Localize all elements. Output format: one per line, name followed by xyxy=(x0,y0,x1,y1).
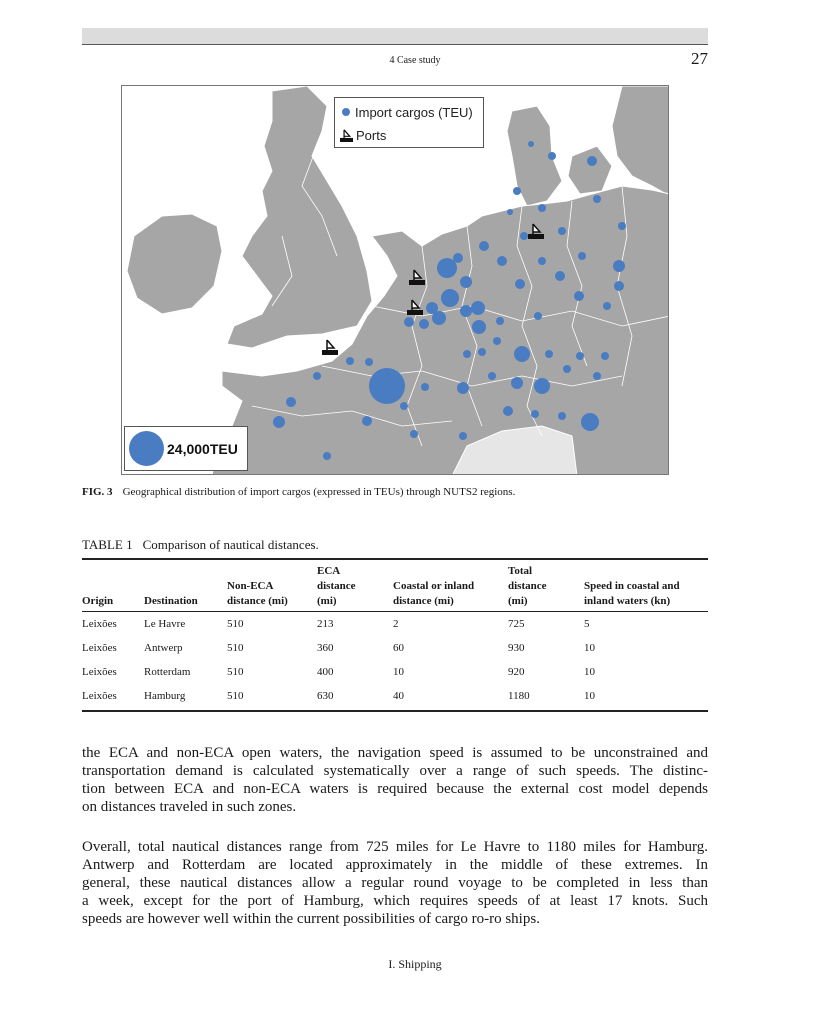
scale-label: 24,000TEU xyxy=(167,441,238,457)
cargo-dot xyxy=(574,291,584,301)
body-paragraph-1 xyxy=(82,744,708,816)
cargo-dot xyxy=(463,350,471,358)
cargo-dot xyxy=(273,416,285,428)
col-header-total-line2: distance xyxy=(508,580,547,592)
table-cell: 60 xyxy=(393,642,404,654)
land-ireland xyxy=(127,214,222,314)
cargo-dot xyxy=(497,256,507,266)
cargo-dot xyxy=(563,365,571,373)
col-header-speed-line1: Speed in coastal and xyxy=(584,580,680,592)
cargo-dot xyxy=(460,276,472,288)
cargo-dot xyxy=(496,317,504,325)
cargo-dot xyxy=(528,141,534,147)
footer-section: I. Shipping xyxy=(388,957,442,971)
cargo-dot xyxy=(426,302,438,314)
table-cell: Antwerp xyxy=(144,642,183,654)
cargo-dot xyxy=(459,432,467,440)
cargo-dot xyxy=(511,377,523,389)
cargo-dot xyxy=(531,410,539,418)
table-cell: 10 xyxy=(393,666,404,678)
cargo-dot xyxy=(472,320,486,334)
page-number: 27 xyxy=(691,49,708,68)
cargo-dot xyxy=(558,227,566,235)
table-caption-label: TABLE 1 xyxy=(82,537,133,552)
cargo-dot xyxy=(488,372,496,380)
cargo-dot xyxy=(601,352,609,360)
col-header-destination: Destination xyxy=(144,595,198,607)
cargo-dot xyxy=(581,413,599,431)
cargo-dot xyxy=(534,378,550,394)
table-cell: Leixões xyxy=(82,690,117,702)
text-line: transportation demand is calculated systematically over a range of such speeds. The distinc- xyxy=(82,763,708,779)
text-line: general, these nautical distances allow a regular round voyage to be completed in less than xyxy=(82,875,708,891)
col-header-total-line3: (mi) xyxy=(508,595,528,607)
cargo-dot-paris xyxy=(369,368,405,404)
cargo-dot xyxy=(286,397,296,407)
table-cell: 510 xyxy=(227,666,244,678)
col-header-total xyxy=(508,564,547,609)
cargo-dot xyxy=(410,430,418,438)
header-rule xyxy=(82,44,708,45)
col-header-coastal-line2: distance (mi) xyxy=(393,595,454,607)
table-bottom-rule xyxy=(82,710,708,712)
map-legend xyxy=(334,97,484,148)
scale-legend xyxy=(124,426,248,471)
text-line: a week, except for the port of Hamburg, which requires speeds of at least 17 knots. Such xyxy=(82,893,708,909)
text-line: on distances traveled in such zones. xyxy=(82,799,297,815)
cargo-dot xyxy=(479,241,489,251)
cargo-dot xyxy=(593,372,601,380)
cargo-dot xyxy=(493,337,501,345)
cargo-dot xyxy=(514,346,530,362)
table-cell: 40 xyxy=(393,690,404,702)
col-header-coastal-line1: Coastal or inland xyxy=(393,580,475,592)
table-cell: 10 xyxy=(584,666,595,678)
cargo-dot xyxy=(614,281,624,291)
table-cell: Le Havre xyxy=(144,618,186,630)
cargo-dot xyxy=(603,302,611,310)
port-icon-le-havre xyxy=(322,340,338,355)
figure-caption-text: Geographical distribution of import cargos (expressed in TEUs) through NUTS2 regions. xyxy=(122,486,516,498)
cargo-dot xyxy=(558,412,566,420)
cargo-dot xyxy=(346,357,354,365)
cargo-dot xyxy=(515,279,525,289)
figure-caption xyxy=(82,486,515,498)
col-header-eca-line2: distance xyxy=(317,580,356,592)
cargo-dot xyxy=(593,195,601,203)
table-cell: 920 xyxy=(508,666,525,678)
table-cell: Rotterdam xyxy=(144,666,191,678)
col-header-total-line1: Total xyxy=(508,565,533,577)
table-cell: Leixões xyxy=(82,666,117,678)
legend-row-import xyxy=(340,103,473,121)
col-header-non-eca-line1: Non-ECA xyxy=(227,580,274,592)
body-paragraph-2 xyxy=(82,838,708,928)
cargo-dot xyxy=(545,350,553,358)
cargo-dot xyxy=(441,289,459,307)
table-header-rule xyxy=(82,611,708,612)
cargo-dot xyxy=(587,156,597,166)
table-cell: 510 xyxy=(227,690,244,702)
cargo-dot xyxy=(404,317,414,327)
table-cell: 360 xyxy=(317,642,334,654)
cargo-dot xyxy=(507,209,513,215)
table-cell: 1180 xyxy=(508,690,530,702)
table-cell: 2 xyxy=(393,618,399,630)
col-header-speed-line2: inland waters (kn) xyxy=(584,595,671,607)
cargo-dot xyxy=(421,383,429,391)
figure-caption-label: FIG. 3 xyxy=(82,486,113,498)
cargo-dot xyxy=(578,252,586,260)
col-header-non-eca-line2: distance (mi) xyxy=(227,595,288,607)
legend-row-ports xyxy=(340,126,386,144)
table-cell: 213 xyxy=(317,618,334,630)
cargo-dot xyxy=(513,187,521,195)
table-cell: 10 xyxy=(584,642,595,654)
ship-icon xyxy=(340,129,353,142)
text-line: Antwerp and Rotterdam are located approximately in the middle of these extremes. In xyxy=(82,857,708,873)
col-header-speed xyxy=(584,579,680,609)
cargo-dot xyxy=(538,204,546,212)
table-cell: Hamburg xyxy=(144,690,186,702)
cargo-dot xyxy=(419,319,429,329)
cargo-dot xyxy=(555,271,565,281)
table-top-rule xyxy=(82,558,708,560)
text-line: Overall, total nautical distances range from 725 miles for Le Havre to 1180 miles for Hamburg. xyxy=(82,839,708,855)
running-title: 4 Case study xyxy=(389,55,441,66)
cargo-dot xyxy=(323,452,331,460)
cargo-dot xyxy=(313,372,321,380)
scale-circle-icon xyxy=(129,431,164,466)
table-caption-title: Comparison of nautical distances. xyxy=(142,537,319,552)
cargo-dot xyxy=(457,382,469,394)
col-header-eca-line3: (mi) xyxy=(317,595,337,607)
cargo-dot xyxy=(548,152,556,160)
cargo-dot xyxy=(613,260,625,272)
table-cell: 630 xyxy=(317,690,334,702)
table-cell: 510 xyxy=(227,642,244,654)
col-header-coastal xyxy=(393,579,474,609)
cargo-dot xyxy=(460,305,472,317)
cargo-dot xyxy=(400,402,408,410)
table-cell: Leixões xyxy=(82,618,117,630)
col-header-origin: Origin xyxy=(82,595,114,607)
cargo-dot xyxy=(534,312,542,320)
cargo-dot xyxy=(362,416,372,426)
table-cell: 400 xyxy=(317,666,334,678)
legend-import-label: Import cargos (TEU) xyxy=(355,104,473,120)
col-header-eca xyxy=(317,564,356,609)
text-line: tion between ECA and non-ECA waters is required because the external cost model depends xyxy=(82,781,708,797)
text-line: speeds are however well within the current possibilities of cargo ro-ro ships. xyxy=(82,911,540,927)
cargo-dot xyxy=(478,348,486,356)
cargo-dot xyxy=(365,358,373,366)
col-header-non-eca xyxy=(227,579,288,609)
cargo-dot xyxy=(453,253,463,263)
text-line: the ECA and non-ECA open waters, the navigation speed is assumed to be unconstrained and xyxy=(82,745,708,761)
table-cell: 5 xyxy=(584,618,590,630)
table-cell: 510 xyxy=(227,618,244,630)
table-cell: 930 xyxy=(508,642,525,654)
cargo-dot xyxy=(503,406,513,416)
cargo-dot xyxy=(576,352,584,360)
table-caption xyxy=(82,537,319,553)
cargo-dot xyxy=(618,222,626,230)
header-bar xyxy=(82,28,708,44)
cargo-dot xyxy=(471,301,485,315)
legend-ports-label: Ports xyxy=(356,127,387,143)
blue-dot-icon xyxy=(342,108,350,116)
cargo-dot xyxy=(538,257,546,265)
table-cell: Leixões xyxy=(82,642,117,654)
col-header-eca-line1: ECA xyxy=(317,565,341,577)
cargo-dot xyxy=(520,232,528,240)
table-cell: 725 xyxy=(508,618,525,630)
table-cell: 10 xyxy=(584,690,595,702)
